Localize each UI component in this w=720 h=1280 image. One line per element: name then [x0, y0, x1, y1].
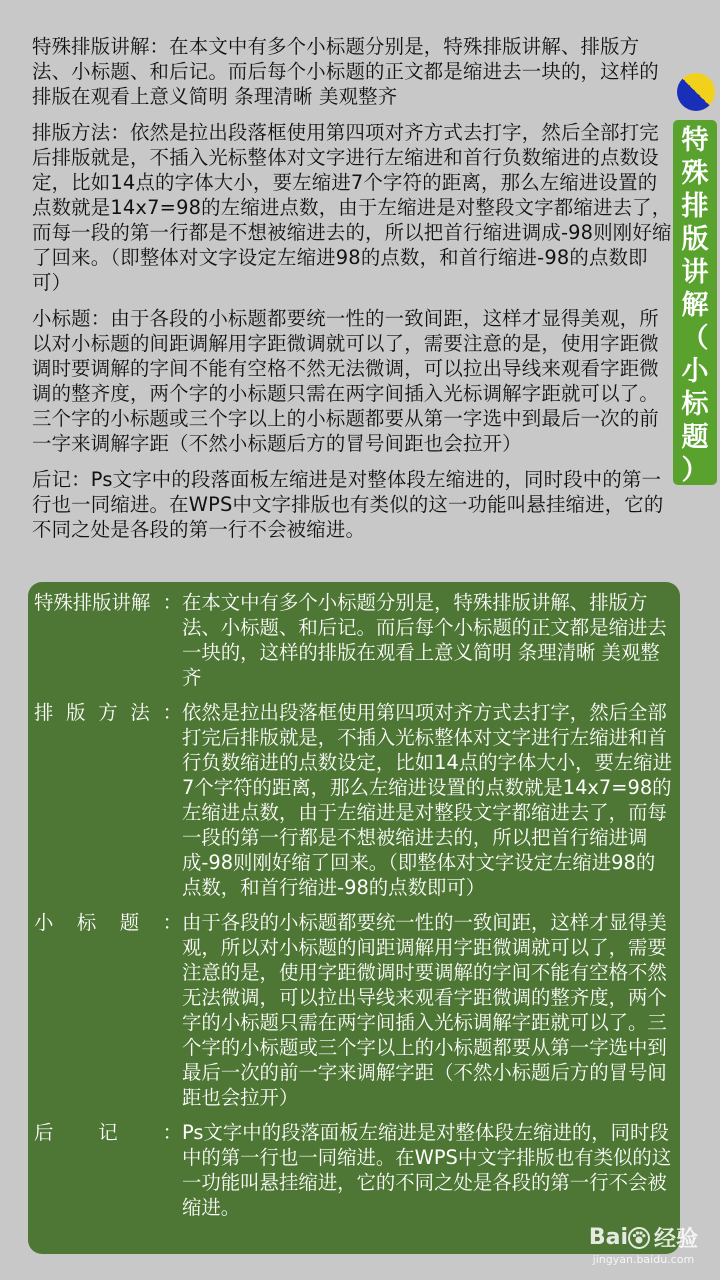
paragraph-method: 排版方法：依然是拉出段落框使用第四项对齐方式去打字，然后全部打完后排版就是，不插入光标整体对文字进行左缩进和首行负数缩进的点数设定，比如14点的字体大小，要左缩进7个字符的距离，那么左缩进设置的点数就是14x7=98的左缩进点数，由于左缩进是对整段文字都缩进去了，而每一段的第一行都是不想被缩进去的，所以把首行缩进调成-98则刚好缩了回来。（即整体对文字设定左缩进98的点数，和首行缩进-98的点数即可） — [32, 121, 672, 294]
section-label-char: 方 — [98, 701, 118, 724]
side-tab-char: ） — [681, 455, 709, 486]
section-label-colon: ： — [162, 591, 182, 614]
watermark-suffix: 经验 — [653, 1227, 698, 1252]
section-label-char: 后 — [34, 1121, 54, 1144]
watermark-url: jingyan.baidu.com — [592, 1253, 695, 1266]
section-label-colon: ： — [162, 1121, 182, 1144]
paragraph-subtitle: 小标题：由于各段的小标题都要统一性的一致间距，这样才显得美观，所以对小标题的间距调解用字距微调就可以了，需要注意的是，使用字距微调时要调解的字间不能有空格不然无法微调，可以拉出导线来观看字距微调的整齐度，两个字的小标题只需在两字间插入光标调解字距就可以了。三个字的小标题或三个字以上的小标题都要从第一字选中到最后一次的前一字来调解字距（不然小标题后方的冒号间距也会拉开） — [32, 307, 659, 455]
paw-icon — [628, 1227, 650, 1249]
panel-section — [34, 700, 674, 900]
section-label — [34, 910, 182, 1110]
panel-section — [34, 910, 674, 1110]
section-body-text: Ps文字中的段落面板左缩进是对整体段左缩进的，同时段中的第一行也一同缩进。在WPS中文字排版也有类似的这一功能叫悬挂缩进，它的不同之处是各段的第一行不会被缩进。 — [182, 1121, 672, 1219]
section-body-text: 在本文中有多个小标题分别是，特殊排版讲解、排版方法、小标题、和后记。而后每个小标题的正文都是缩进去一块的，这样的排版在观看上意义简明 条理清晰 美观整齐 — [182, 591, 667, 689]
section-label-char: 法 — [130, 701, 150, 724]
section-label — [34, 1120, 182, 1220]
section-label-char: 版 — [66, 701, 86, 724]
section-label-colon: ： — [162, 701, 182, 724]
side-tab-char: 标 — [681, 389, 709, 420]
yin-yang-circle-icon — [669, 65, 720, 119]
side-tab-char: 版 — [681, 224, 709, 255]
section-label-char: 特殊排版讲解 — [34, 591, 151, 614]
side-tab-char: 殊 — [681, 158, 709, 189]
side-tab-char: （ — [681, 323, 709, 354]
side-tab-char: 解 — [681, 290, 709, 321]
section-body-text: 由于各段的小标题都要统一性的一致间距，这样才显得美观，所以对小标题的间距调解用字距微调就可以了，需要注意的是，使用字距微调时要调解的字间不能有空格不然无法微调，可以拉出导线来观看字距微调的整齐度，两个字的小标题只需在两字间插入光标调解字距就可以了。三个字的小标题或三个字以上的小标题都要从第一字选中到最后一次的前一字来调解字距（不然小标题后方的冒号间距也会拉开） — [182, 911, 667, 1109]
indented-example-panel — [28, 582, 680, 1254]
section-label-char: 记 — [98, 1121, 118, 1144]
section-label — [34, 590, 182, 690]
section-label-char: 题 — [119, 911, 140, 934]
top-text-block — [32, 34, 672, 553]
section-label-char: 标 — [76, 911, 97, 934]
side-tab-char: 讲 — [681, 257, 709, 288]
panel-section — [34, 590, 674, 690]
side-tab-char: 排 — [681, 191, 709, 222]
panel-section — [34, 1120, 674, 1220]
section-body-text: 依然是拉出段落框使用第四项对齐方式去打字，然后全部打完后排版就是，不插入光标整体对文字进行左缩进和首行负数缩进的点数设定，比如14点的字体大小，要左缩进7个字符的距离，那么左缩进设置的点数就是14x7=98的左缩进点数，由于左缩进是对整段文字都缩进去了，而每一段的第一行都是不想被缩进去的，所以把首行缩进调成-98则刚好缩了回来。（即整体对文字设定左缩进98的点数，和首行缩进-98的点数即可） — [182, 701, 673, 899]
section-label — [34, 700, 182, 900]
section-label-colon: ： — [162, 911, 182, 934]
section-label-char: 小 — [34, 911, 54, 934]
section-label-char: 排 — [34, 701, 54, 724]
paragraph-afterword: 后记：Ps文字中的段落面板左缩进是对整体段左缩进的，同时段中的第一行也一同缩进。在WPS中文字排版也有类似的这一功能叫悬挂缩进，它的不同之处是各段的第一行不会被缩进。 — [32, 468, 664, 541]
watermark-brand: Bai — [588, 1225, 628, 1250]
side-title-tab — [673, 120, 717, 485]
side-tab-char: 题 — [681, 422, 709, 453]
paragraph-intro: 特殊排版讲解：在本文中有多个小标题分别是，特殊排版讲解、排版方法、小标题、和后记。而后每个小标题的正文都是缩进去一块的，这样的排版在观看上意义简明 条理清晰 美观整齐 — [32, 35, 659, 108]
side-tab-char: 特 — [681, 125, 709, 156]
side-tab-char: 小 — [681, 356, 709, 387]
baidu-jingyan-watermark — [589, 1222, 698, 1266]
